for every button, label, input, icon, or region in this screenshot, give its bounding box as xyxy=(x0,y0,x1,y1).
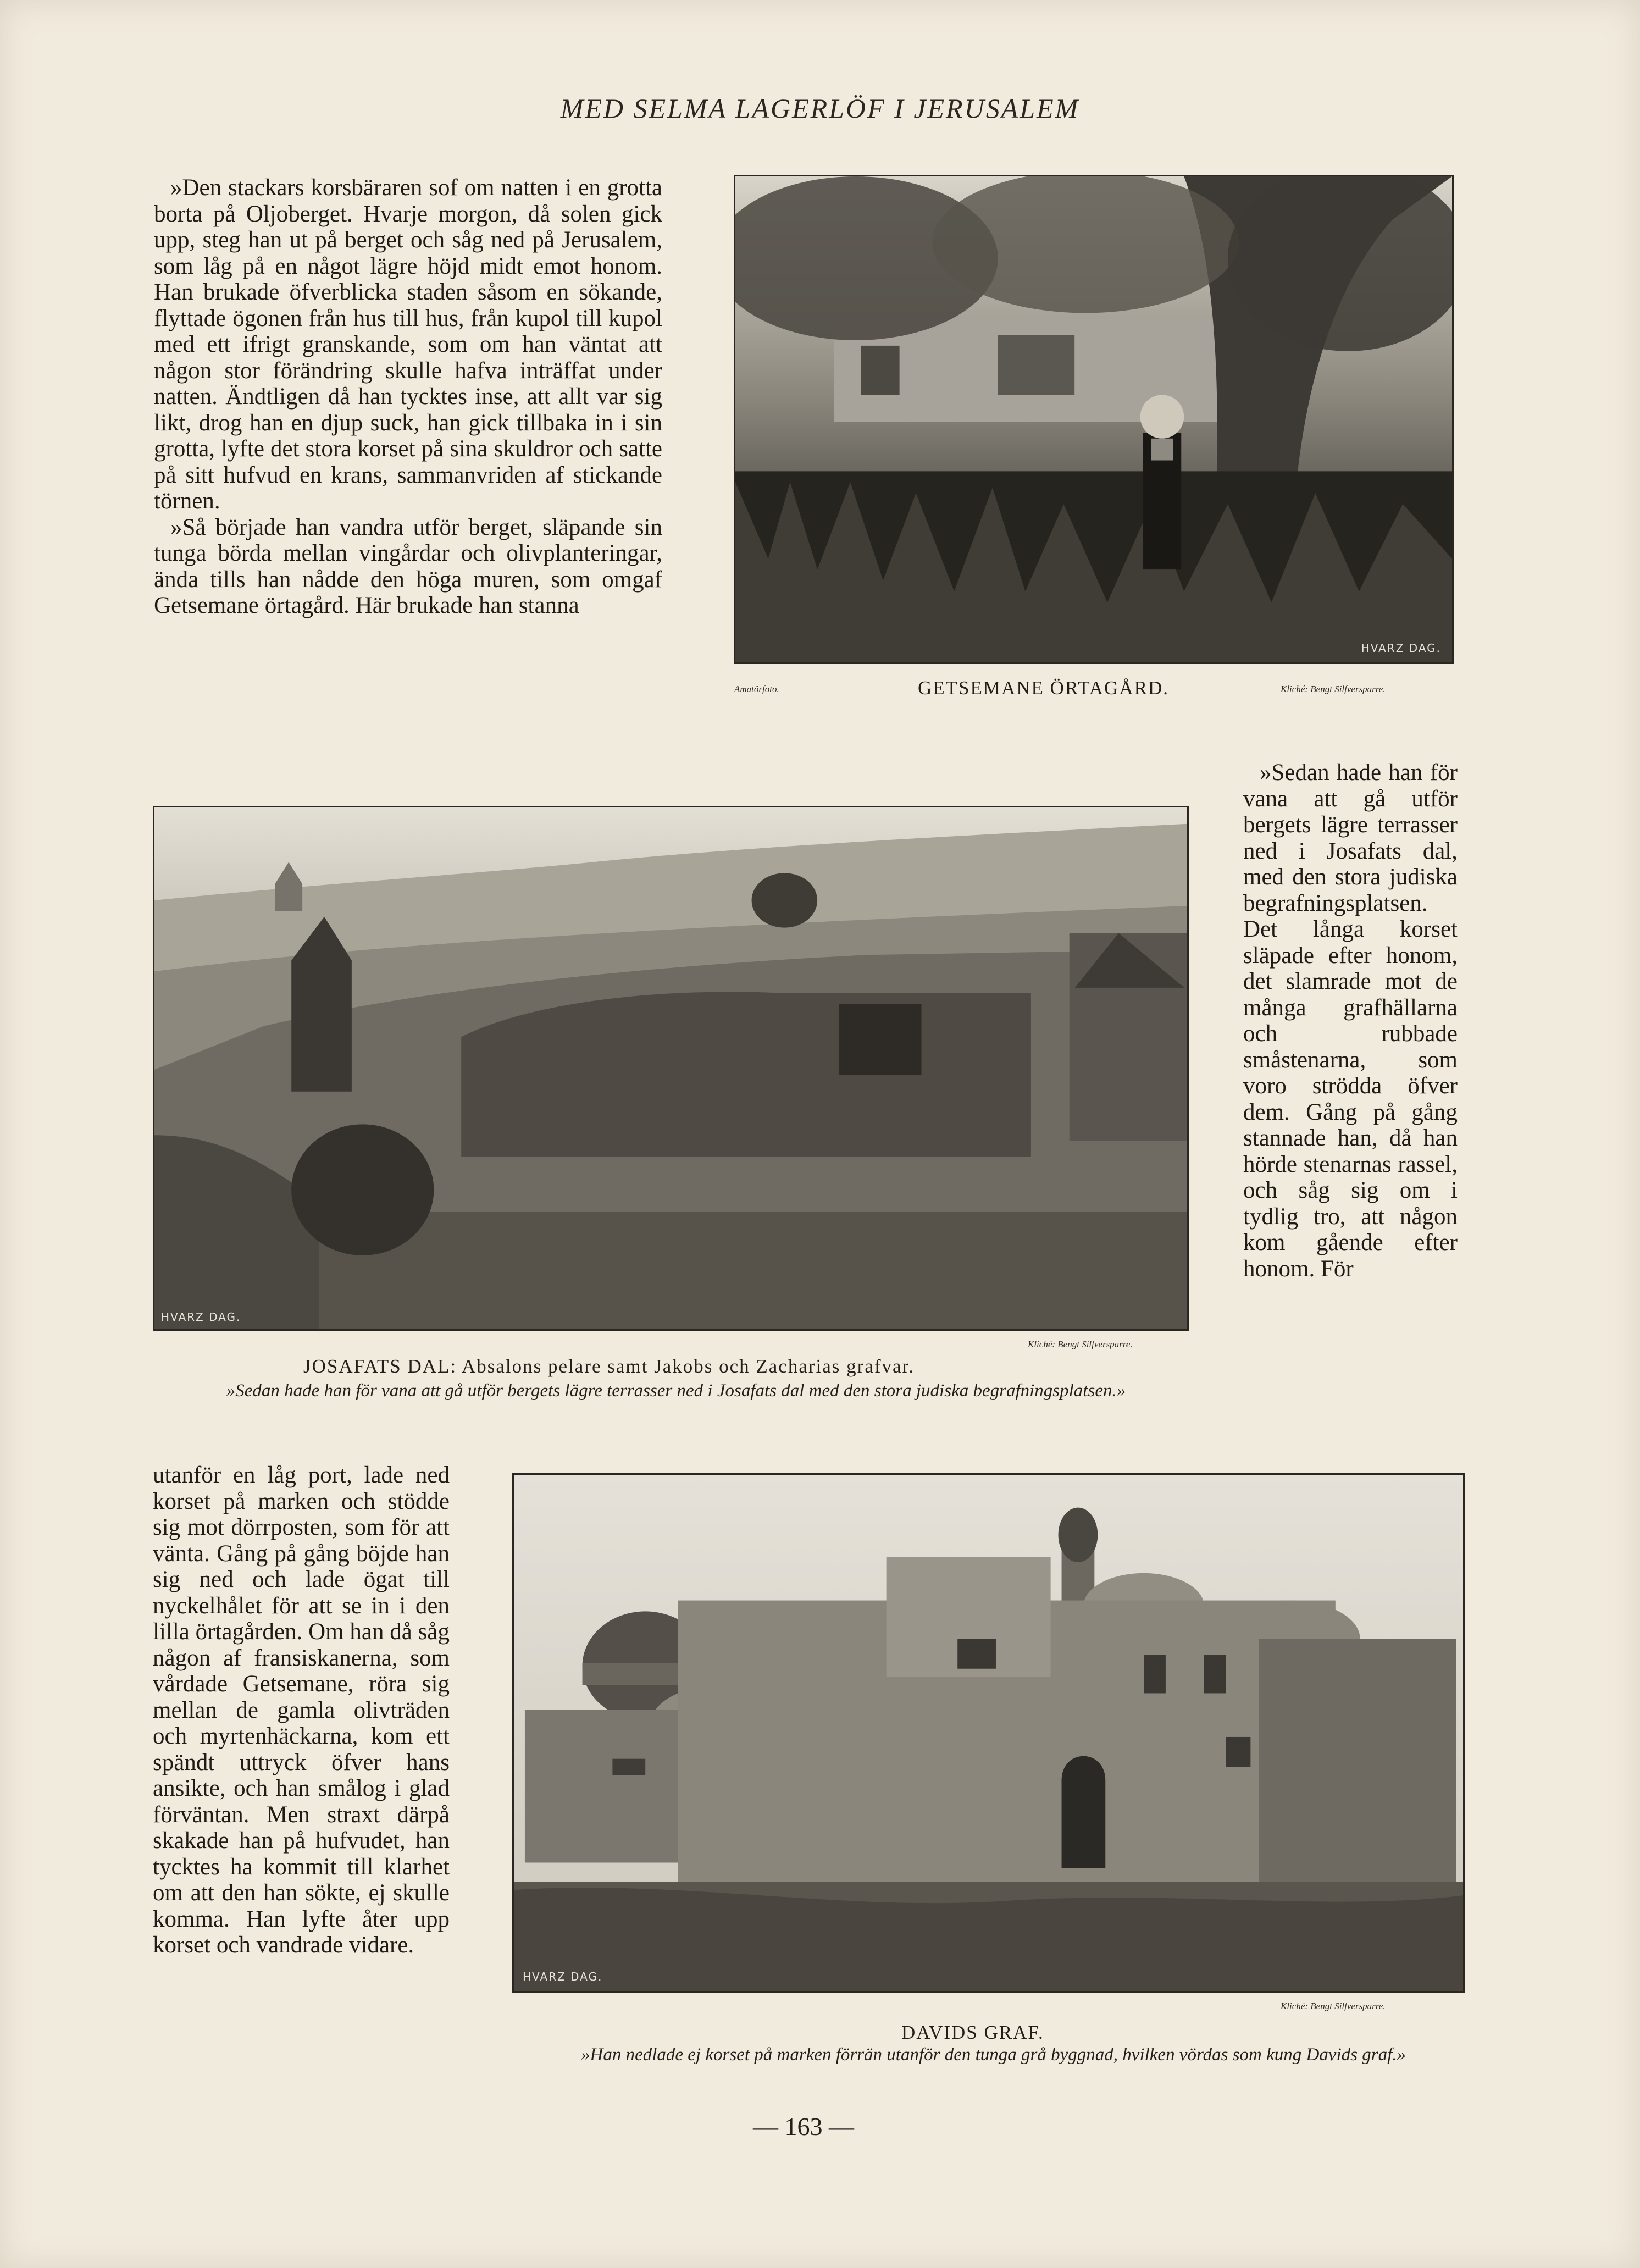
text-column-top-left xyxy=(154,175,662,619)
photo-josafat-valley xyxy=(153,806,1189,1331)
text-column-bottom-left xyxy=(153,1462,450,1959)
engraver-mark: HVARZ DAG. xyxy=(161,1310,241,1324)
photo-credit-right: Kliché: Bengt Silfversparre. xyxy=(1281,684,1386,694)
engraver-mark: HVARZ DAG. xyxy=(523,1970,603,1983)
caption-quote-josafat: »Sedan hade han för vana att gå utför bergets lägre terrasser ned i Josafats dal med den stora judiska begrafningsplatsen.» xyxy=(226,1381,1126,1401)
paragraph: utanför en låg port, lade ned korset på marken och stödde sig mot dörrposten, som för att vänta. Gång på gång böjde han sig ned och lade ögat till nyckelhålet för att se in i den lilla örtagården. Om han då såg någon af fransiskanerna, som vårdade Getsemane, röra sig mellan de gamla olivträden och myrtenhäckarna, kom ett spändt uttryck öfver hans ansikte, och han smålog i glad förväntan. Men straxt därpå skakade han på hufvudet, han tycktes ha kommit till klarhet om att den han sökte, ej skulle komma. Han lyfte åter upp korset och vandrade vidare. xyxy=(153,1462,450,1958)
photo-credit-left: Amatörfoto. xyxy=(734,684,779,694)
photo-getsemane-image xyxy=(735,176,1452,662)
page-number: — 163 — xyxy=(753,2112,854,2140)
running-head: MED SELMA LAGERLÖF I JERUSALEM xyxy=(560,93,1080,124)
photo-credit: Kliché: Bengt Silfversparre. xyxy=(1281,2001,1386,2011)
engraver-mark: HVARZ DAG. xyxy=(1361,641,1441,655)
photo-josafat-image xyxy=(154,807,1187,1329)
photo-getsemane-garden xyxy=(734,175,1454,664)
paragraph: »Den stackars korsbäraren sof om natten i en grotta borta på Oljoberget. Hvarje morgon, då solen gick upp, steg han ut på berget och såg ned på Jerusalem, som låg på en något lägre höjd midt emot honom. Han brukade öfverblicka staden såsom en sökande, flyttade ögonen från hus till hus, från kupol till kupol med ett ifrigt granskande, som om han väntat att någon stor förändring skulle hafva inträffat under natten. Ändtligen då han tycktes inse, att allt var sig likt, drog han en djup suck, han gick tillbaka in i sin grotta, lyfte det stora korset på sina skuldror och satte på sitt hufvud en krans, sammanvriden af stickande törnen. xyxy=(154,175,662,514)
caption-title-getsemane: GETSEMANE ÖRTAGÅRD. xyxy=(918,677,1169,699)
photo-david-image xyxy=(514,1475,1463,1991)
caption-title-josafat: JOSAFATS DAL: Absalons pelare samt Jakobs och Zacharias grafvar. xyxy=(303,1356,915,1377)
text-column-right-middle xyxy=(1243,760,1458,1282)
caption-quote-david: »Han nedlade ej korset på marken förrän utanför den tunga grå byggnad, hvilken vördas som kung Davids graf.» xyxy=(580,2045,1406,2065)
paragraph: »Sedan hade han för vana att gå utför bergets lägre terrasser ned i Josafats dal, med den stora judiska begrafningsplatsen. Det långa korset släpade efter honom, det slamrade mot de många grafhällarna och rubbade småstenarna, som voro strödda öfver dem. Gång på gång stannade han, då han hörde stenarnas rassel, och såg sig om i tydlig tro, att någon kom gående efter honom. För xyxy=(1243,760,1458,1282)
photo-credit: Kliché: Bengt Silfversparre. xyxy=(1028,1339,1133,1349)
caption-title-david: DAVIDS GRAF. xyxy=(901,2022,1044,2043)
paragraph: »Så började han vandra utför berget, släpande sin tunga börda mellan vingårdar och olivplanteringar, ända tills han nådde den höga muren, som omgaf Getsemane örtagård. Här brukade han stanna xyxy=(154,514,662,618)
photo-davids-tomb xyxy=(512,1473,1465,1993)
